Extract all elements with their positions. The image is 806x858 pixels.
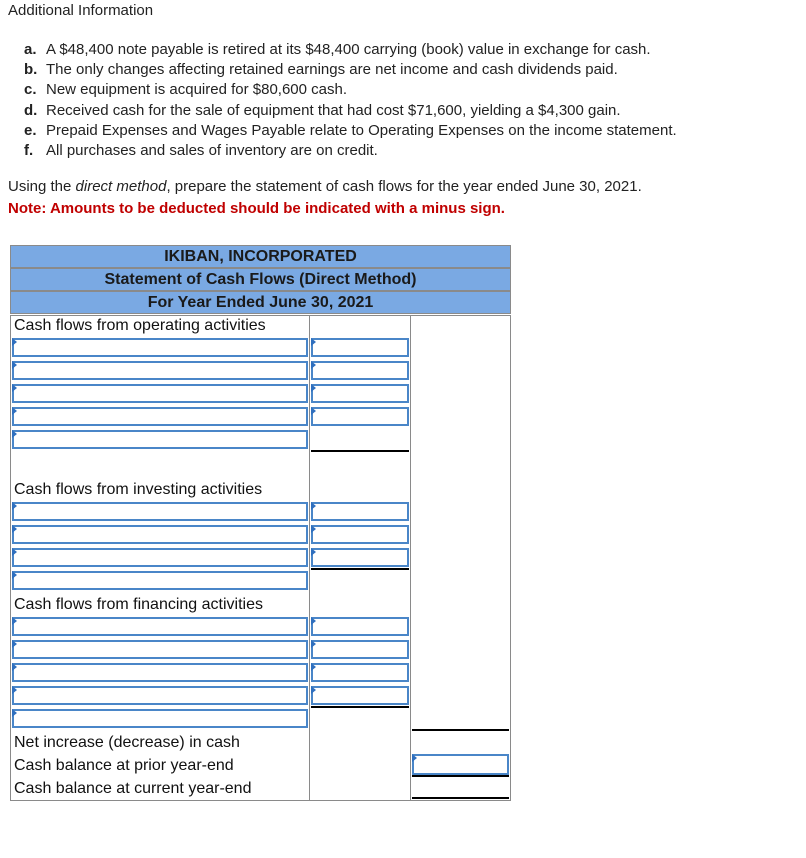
operating-line-4-amount-input[interactable] <box>311 407 409 426</box>
cash-flow-statement <box>10 245 511 801</box>
investing-line-2-label-input[interactable] <box>12 525 308 544</box>
financing-line-4-amount-input[interactable] <box>311 686 409 705</box>
current-balance-label: Cash balance at current year-end <box>14 780 252 797</box>
prior-balance-label: Cash balance at prior year-end <box>14 757 234 774</box>
financing-line-1-label-input[interactable] <box>12 617 308 636</box>
investing-line-3-label-input[interactable] <box>12 548 308 567</box>
financing-line-2-amount-input[interactable] <box>311 640 409 659</box>
prior-balance-input[interactable] <box>412 754 509 775</box>
financing-line-2-label-input[interactable] <box>12 640 308 659</box>
investing-line-1-label-input[interactable] <box>12 502 308 521</box>
operating-subtotal-underline <box>311 450 409 452</box>
list-item: a. A $48,400 note payable is retired at its $48,400 carrying (book) value in exchange for cash. <box>24 41 651 58</box>
operating-line-4-label-input[interactable] <box>12 407 308 426</box>
investing-total-label-input[interactable] <box>12 571 308 590</box>
list-item: b. The only changes affecting retained earnings are net income and cash dividends paid. <box>24 61 618 79</box>
instruction-note: Note: Amounts to be deducted should be indicated with a minus sign. <box>8 200 505 217</box>
operating-line-2-amount-input[interactable] <box>311 361 409 380</box>
current-balance-overline <box>412 775 509 777</box>
statement-period: For Year Ended June 30, 2021 <box>10 291 511 314</box>
investing-section-label: Cash flows from investing activities <box>14 481 263 498</box>
investing-line-2-amount-input[interactable] <box>311 525 409 544</box>
operating-line-3-amount-input[interactable] <box>311 384 409 403</box>
financing-section-label: Cash flows from financing activities <box>14 596 263 613</box>
operating-line-3-label-input[interactable] <box>12 384 308 403</box>
list-item: d. Received cash for the sale of equipment that had cost $71,600, yielding a $4,300 gain. <box>24 101 621 119</box>
operating-line-1-amount-input[interactable] <box>311 338 409 357</box>
net-change-overline <box>412 729 509 731</box>
additional-information-list <box>24 40 677 161</box>
list-item: f. All purchases and sales of inventory are on credit. <box>24 141 378 159</box>
current-balance-double-underline-1 <box>412 797 509 799</box>
additional-information-heading: Additional Information <box>8 2 154 19</box>
financing-subtotal-underline <box>311 706 409 708</box>
instructions: Using the direct method, prepare the statement of cash flows for the year ended June 30, 2021. <box>8 178 642 195</box>
operating-section-label: Cash flows from operating activities <box>14 317 266 334</box>
investing-line-1-amount-input[interactable] <box>311 502 409 521</box>
investing-line-3-amount-input[interactable] <box>311 548 409 567</box>
operating-line-1-label-input[interactable] <box>12 338 308 357</box>
financing-total-label-input[interactable] <box>12 709 308 728</box>
company-name: IKIBAN, INCORPORATED <box>10 245 511 268</box>
statement-title: Statement of Cash Flows (Direct Method) <box>10 268 511 291</box>
operating-total-label-input[interactable] <box>12 430 308 449</box>
financing-line-3-amount-input[interactable] <box>311 663 409 682</box>
net-change-label: Net increase (decrease) in cash <box>14 734 240 751</box>
financing-line-4-label-input[interactable] <box>12 686 308 705</box>
list-item: e. Prepaid Expenses and Wages Payable relate to Operating Expenses on the income statement. <box>24 121 677 139</box>
investing-subtotal-underline <box>311 568 409 570</box>
financing-line-3-label-input[interactable] <box>12 663 308 682</box>
list-item: c. New equipment is acquired for $80,600 cash. <box>24 81 348 99</box>
operating-line-2-label-input[interactable] <box>12 361 308 380</box>
financing-line-1-amount-input[interactable] <box>311 617 409 636</box>
